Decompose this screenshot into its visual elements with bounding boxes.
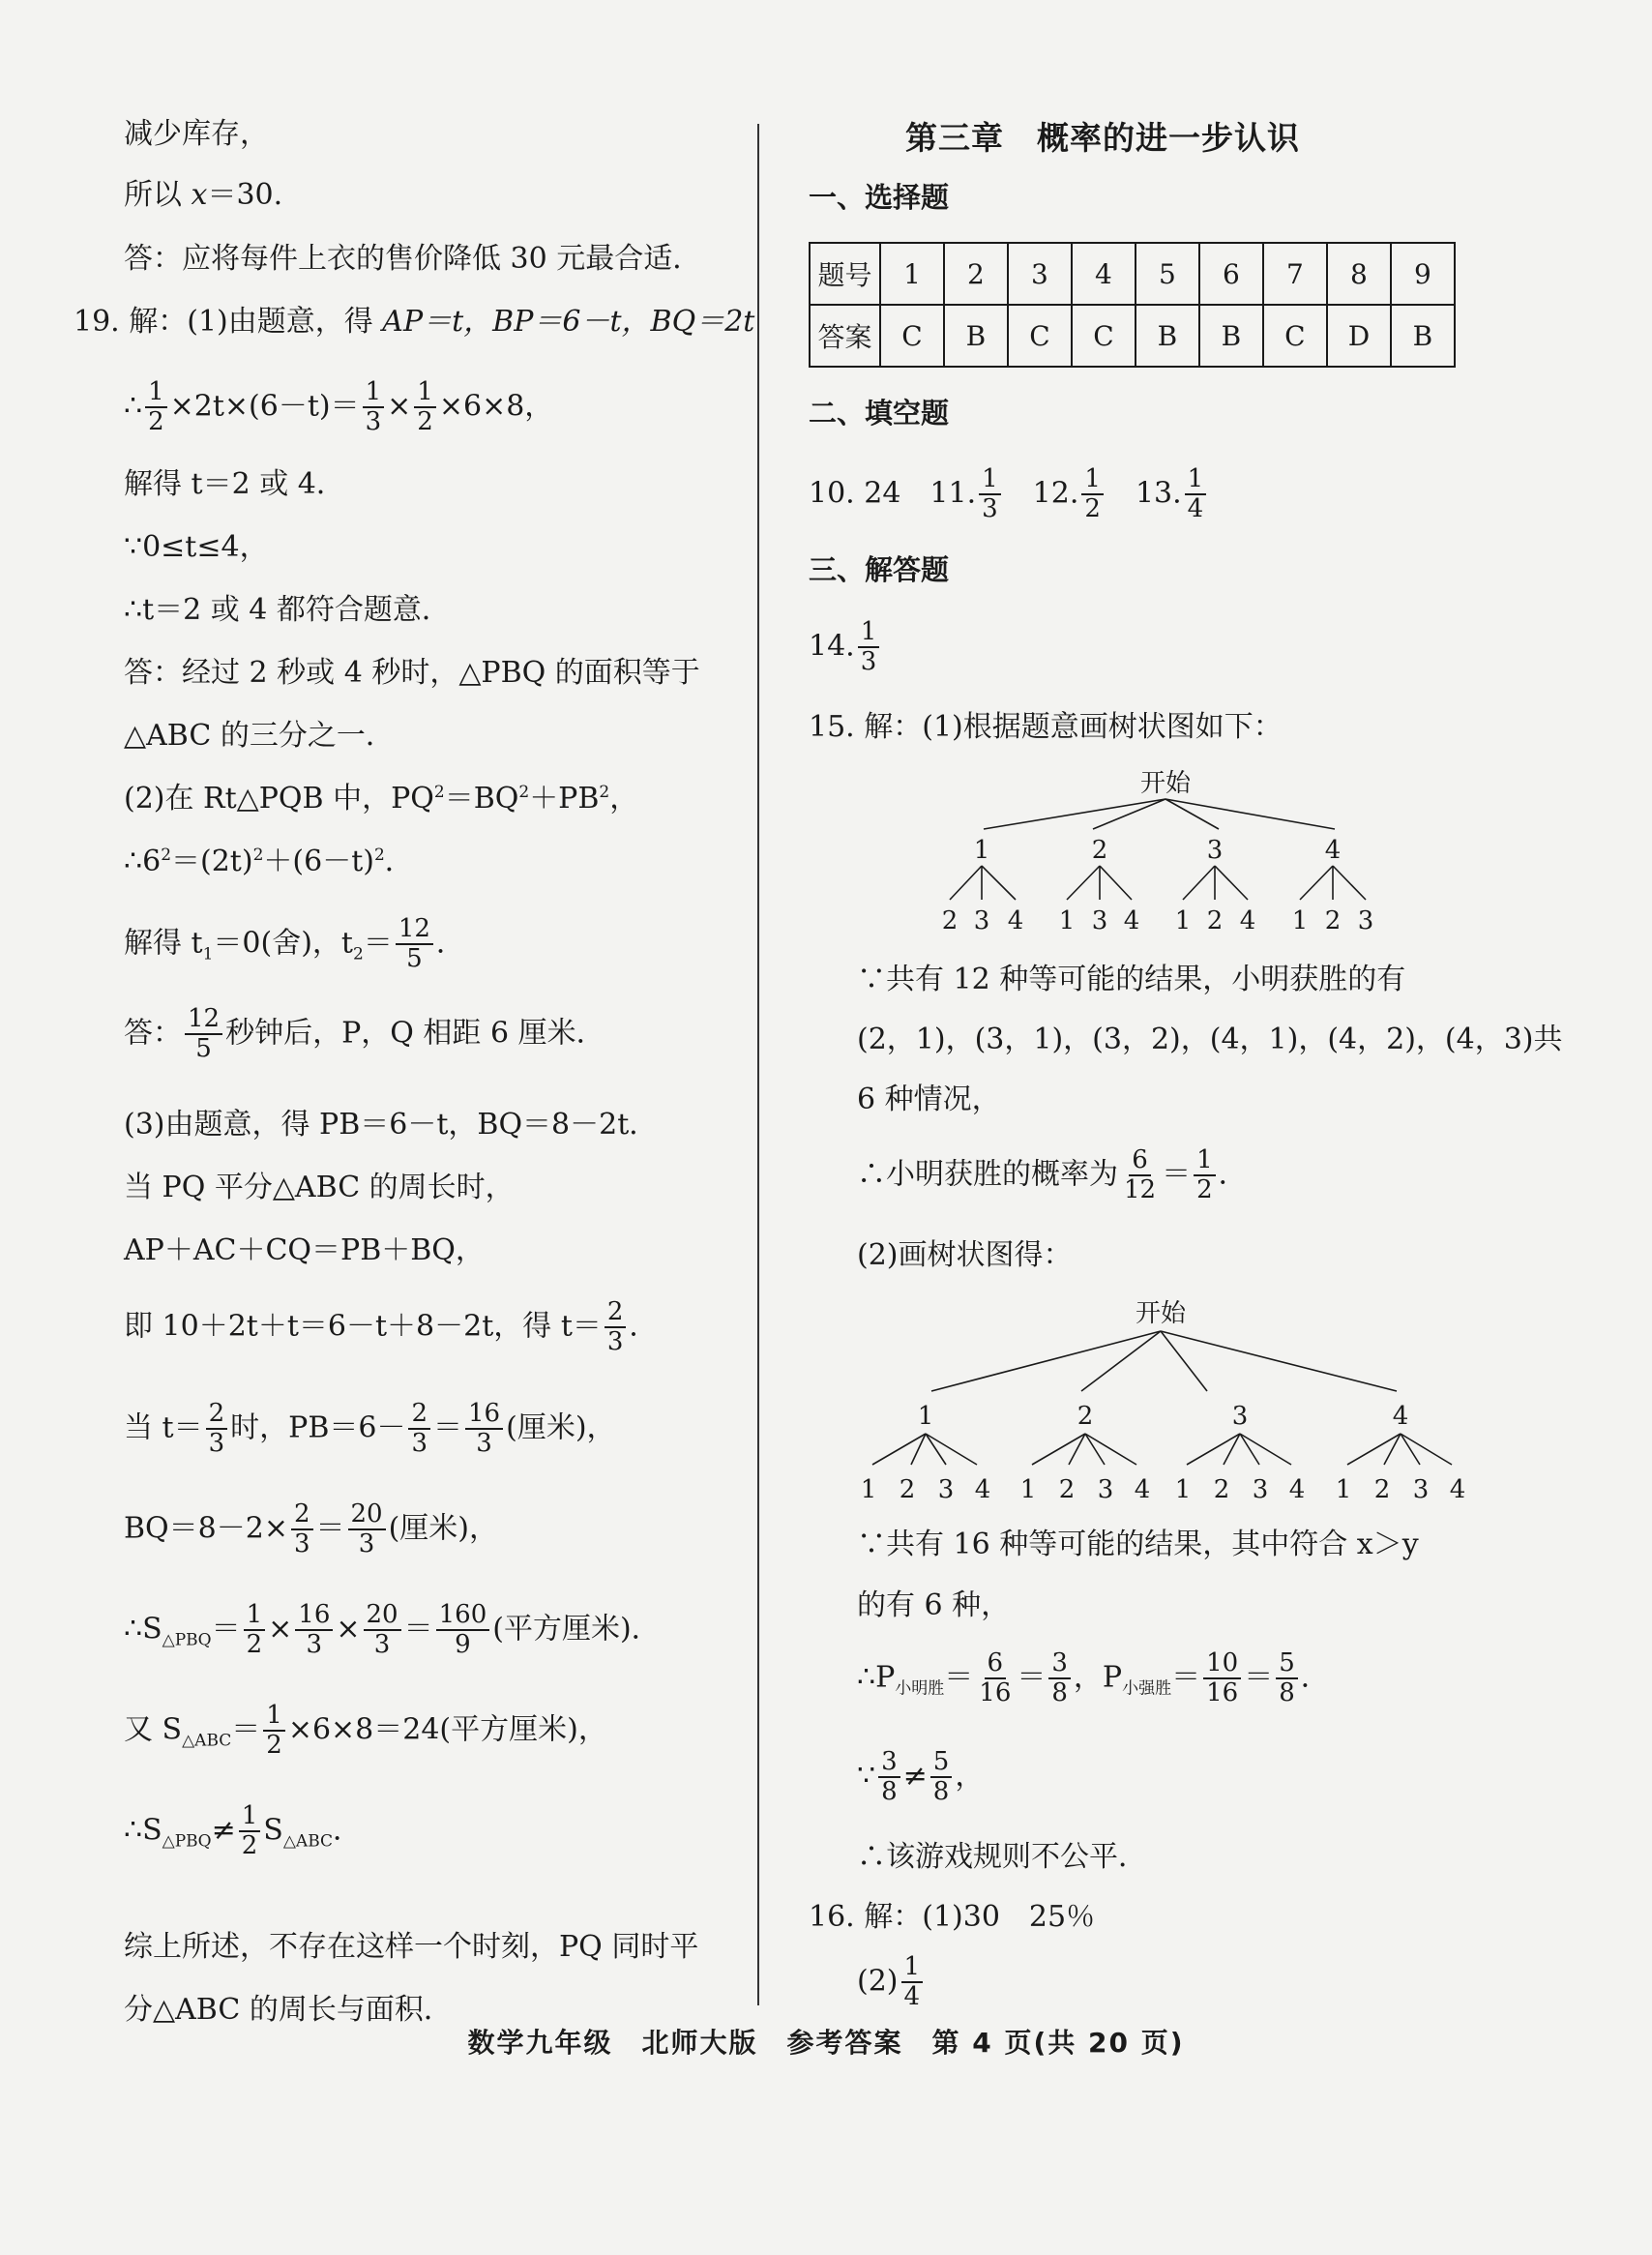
- tree-leaf: 4: [1449, 1475, 1466, 1504]
- tree-root: 开始: [1135, 1299, 1187, 1328]
- table-cell: 2: [944, 243, 1008, 305]
- table-cell: C: [1072, 305, 1136, 367]
- text-line: 6 种情况，: [857, 1083, 1001, 1116]
- table-cell: B: [1391, 305, 1455, 367]
- equation-line: 解得 $t_1=0$(舍)，$t_2=$ $\frac{12}{5}$ ．: [124, 914, 465, 974]
- tree-leaf: 1: [1019, 1475, 1037, 1504]
- text-line: 分△ABC 的周长与面积．: [124, 1993, 453, 2027]
- equation-line: 即 10＋2t＋t＝6－t＋8－2t，得 t＝ $\frac{2}{3}$ ．: [124, 1297, 659, 1357]
- tree-node: 4: [1392, 1402, 1409, 1431]
- tree-node: 4: [1324, 836, 1342, 865]
- tree-leaf: 4: [974, 1475, 991, 1504]
- section-heading: 三、解答题: [809, 553, 950, 586]
- tree-leaf: 3: [1357, 906, 1374, 935]
- tree-leaf: 4: [1123, 906, 1140, 935]
- tree-node: 1: [917, 1402, 934, 1431]
- text-line: (3)由题意，得 PB＝6－t，BQ＝8－2t．: [124, 1108, 659, 1142]
- tree-diagram-1: [929, 764, 1383, 943]
- equation-line: $\therefore 6^2=(2t)^2+(6-t)^2$．: [124, 845, 414, 878]
- chapter-title: 第三章 概率的进一步认识: [905, 119, 1300, 157]
- tree-leaf: 3: [1412, 1475, 1430, 1504]
- table-cell: 6: [1199, 243, 1263, 305]
- table-cell: 1: [880, 243, 944, 305]
- table-cell: 5: [1136, 243, 1199, 305]
- equation-line: BQ＝8－2× $\frac{2}{3}$ ＝ $\frac{20}{3}$ (厘米)，: [124, 1499, 499, 1559]
- tree-leaf: 2: [1324, 906, 1342, 935]
- tree-leaf: 2: [899, 1475, 916, 1504]
- text-line: 答： $\frac{12}{5}$ 秒钟后，P，Q 相距 6 厘米．: [124, 1004, 605, 1064]
- tree-node: 3: [1206, 836, 1224, 865]
- page-footer: 数学九年级 北师大版 参考答案 第 4 页(共 20 页): [467, 2027, 1185, 2059]
- tree-leaf: 2: [1206, 906, 1224, 935]
- tree-leaf: 2: [1058, 1475, 1076, 1504]
- text-line: ∴t＝2 或 4 都符合题意．: [124, 593, 451, 627]
- equation-line: 又 $S_{\triangle ABC}=$ $\frac{1}{2}$ ×6×8＝24(平方厘米)，: [124, 1701, 607, 1761]
- tree-diagram-2: [841, 1292, 1470, 1510]
- tree-node: 1: [973, 836, 990, 865]
- tree-leaf: 3: [973, 906, 990, 935]
- text-line: 的有 6 种，: [857, 1588, 1011, 1622]
- tree-leaf: 4: [1134, 1475, 1151, 1504]
- tree-leaf: 1: [1335, 1475, 1352, 1504]
- equation-line: (2) $\frac{1}{4}$: [857, 1954, 926, 2011]
- text-line: 15. 解：(1)根据题意画树状图如下：: [809, 710, 1283, 744]
- table-header-cell: 题号: [810, 243, 880, 305]
- answer-table: [809, 242, 1456, 368]
- text-line: 解得 t＝2 或 4．: [124, 467, 345, 501]
- equation-line: ∵ $\frac{3}{8}$ ≠ $\frac{5}{8}$ ，: [857, 1747, 985, 1807]
- tree-root: 开始: [1139, 769, 1192, 798]
- tree-leaf: 3: [1252, 1475, 1269, 1504]
- text-line: ∵共有 16 种等可能的结果，其中符合 x＞y: [857, 1528, 1419, 1561]
- tree-leaf: 2: [941, 906, 959, 935]
- tree-leaf: 3: [1097, 1475, 1114, 1504]
- text-line: 答：经过 2 秒或 4 秒时，△PBQ 的面积等于: [124, 656, 700, 690]
- tree-leaf: 4: [1007, 906, 1024, 935]
- tree-leaf: 1: [860, 1475, 877, 1504]
- tree-node: 2: [1077, 1402, 1094, 1431]
- tree-leaf: 4: [1288, 1475, 1306, 1504]
- text-line: ∴该游戏规则不公平．: [857, 1840, 1147, 1874]
- table-cell: 9: [1391, 243, 1455, 305]
- text-line: 所以 x＝30.: [124, 178, 283, 212]
- equation-line: $\therefore S_{\triangle PBQ}=$ $\frac{1}{2}$ × $\frac{16}{3}$ × $\frac{20}{3}$ ＝ $\frac{160}{9}$ (平方厘米)．: [124, 1600, 661, 1660]
- tree-leaf: 1: [1174, 1475, 1192, 1504]
- equation-line: $\therefore P_{小明胜}=$ $\frac{6}{16}$ ＝ $\frac{3}{8}$ ，$P_{小强胜}=$ $\frac{10}{16}$ ＝ $\frac{5}{8}$ ．: [857, 1648, 1330, 1708]
- tree-branch: [1093, 799, 1165, 829]
- tree-node: 2: [1091, 836, 1108, 865]
- tree-leaf: 1: [1174, 906, 1192, 935]
- table-cell: 4: [1072, 243, 1136, 305]
- tree-branch: [984, 799, 1165, 829]
- table-cell: C: [1008, 305, 1072, 367]
- text-line: AP＋AC＋CQ＝PB＋BQ，: [124, 1233, 485, 1267]
- fill-answers: 10. 24 11. $\frac{1}{3}$ 12. $\frac{1}{2}$ 13. $\frac{1}{4}$: [809, 466, 1209, 523]
- table-cell: C: [880, 305, 944, 367]
- text-line: 答：应将每件上衣的售价降低 30 元最合适．: [124, 242, 702, 276]
- text-line: 当 PQ 平分△ABC 的周长时，: [124, 1171, 515, 1204]
- table-cell: C: [1263, 305, 1327, 367]
- text-line: 综上所述，不存在这样一个时刻，PQ 同时平: [124, 1930, 699, 1964]
- text-line: 减少库存，: [124, 117, 269, 151]
- q14-answer: 14. $\frac{1}{3}$: [809, 619, 882, 676]
- section-heading: 一、选择题: [809, 181, 950, 214]
- equation-line: ∴小明获胜的概率为 $\frac{6}{12}$ ＝ $\frac{1}{2}$ ．: [857, 1145, 1248, 1205]
- table-header-cell: 答案: [810, 305, 880, 367]
- tree-leaf: 1: [1291, 906, 1309, 935]
- text-line: (2)画树状图得：: [857, 1238, 1073, 1272]
- tree-leaf: 3: [937, 1475, 955, 1504]
- table-cell: B: [944, 305, 1008, 367]
- text-line: ∵共有 12 种等可能的结果，小明获胜的有: [857, 963, 1406, 996]
- section-heading: 二、填空题: [809, 397, 950, 430]
- table-row: [810, 305, 1455, 367]
- text-line: (2，1)，(3，1)，(3，2)，(4，1)，(4，2)，(4，3)共: [857, 1023, 1563, 1056]
- tree-leaf: 1: [1058, 906, 1076, 935]
- table-cell: B: [1136, 305, 1199, 367]
- tree-leaf: 3: [1091, 906, 1108, 935]
- equation-line: ∴ $\frac{1}{2}$ ×2t×(6－t)＝ $\frac{1}{3}$ × $\frac{1}{2}$ ×6×8，: [124, 377, 554, 437]
- text-line: △ABC 的三分之一．: [124, 719, 395, 753]
- column-divider: [757, 124, 759, 2005]
- table-row: [810, 243, 1455, 305]
- tree-leaf: 2: [1213, 1475, 1230, 1504]
- text-line: ∵0≤t≤4，: [124, 530, 269, 564]
- table-cell: 8: [1327, 243, 1391, 305]
- equation-line: 当 t＝ $\frac{2}{3}$ 时，PB＝6－ $\frac{2}{3}$ ＝ $\frac{16}{3}$ (厘米)，: [124, 1399, 616, 1459]
- tree-leaf: 4: [1239, 906, 1256, 935]
- equation-line: $\therefore S_{\triangle PBQ}\ne$ $\frac{1}{2}$ $S_{\triangle ABC}$．: [124, 1801, 363, 1861]
- table-cell: 3: [1008, 243, 1072, 305]
- text-line: 16. 解：(1)30 25％: [809, 1900, 1096, 1934]
- table-cell: B: [1199, 305, 1263, 367]
- problem-19-start: 19. 解：(1)由题意，得 AP＝t，BP＝6－t，BQ＝2t: [74, 305, 755, 339]
- tree-node: 3: [1231, 1402, 1249, 1431]
- table-cell: 7: [1263, 243, 1327, 305]
- table-cell: D: [1327, 305, 1391, 367]
- equation-line: (2)在 Rt△PQB 中，$PQ^2=BQ^2+PB^2$，: [124, 782, 639, 816]
- tree-leaf: 2: [1373, 1475, 1391, 1504]
